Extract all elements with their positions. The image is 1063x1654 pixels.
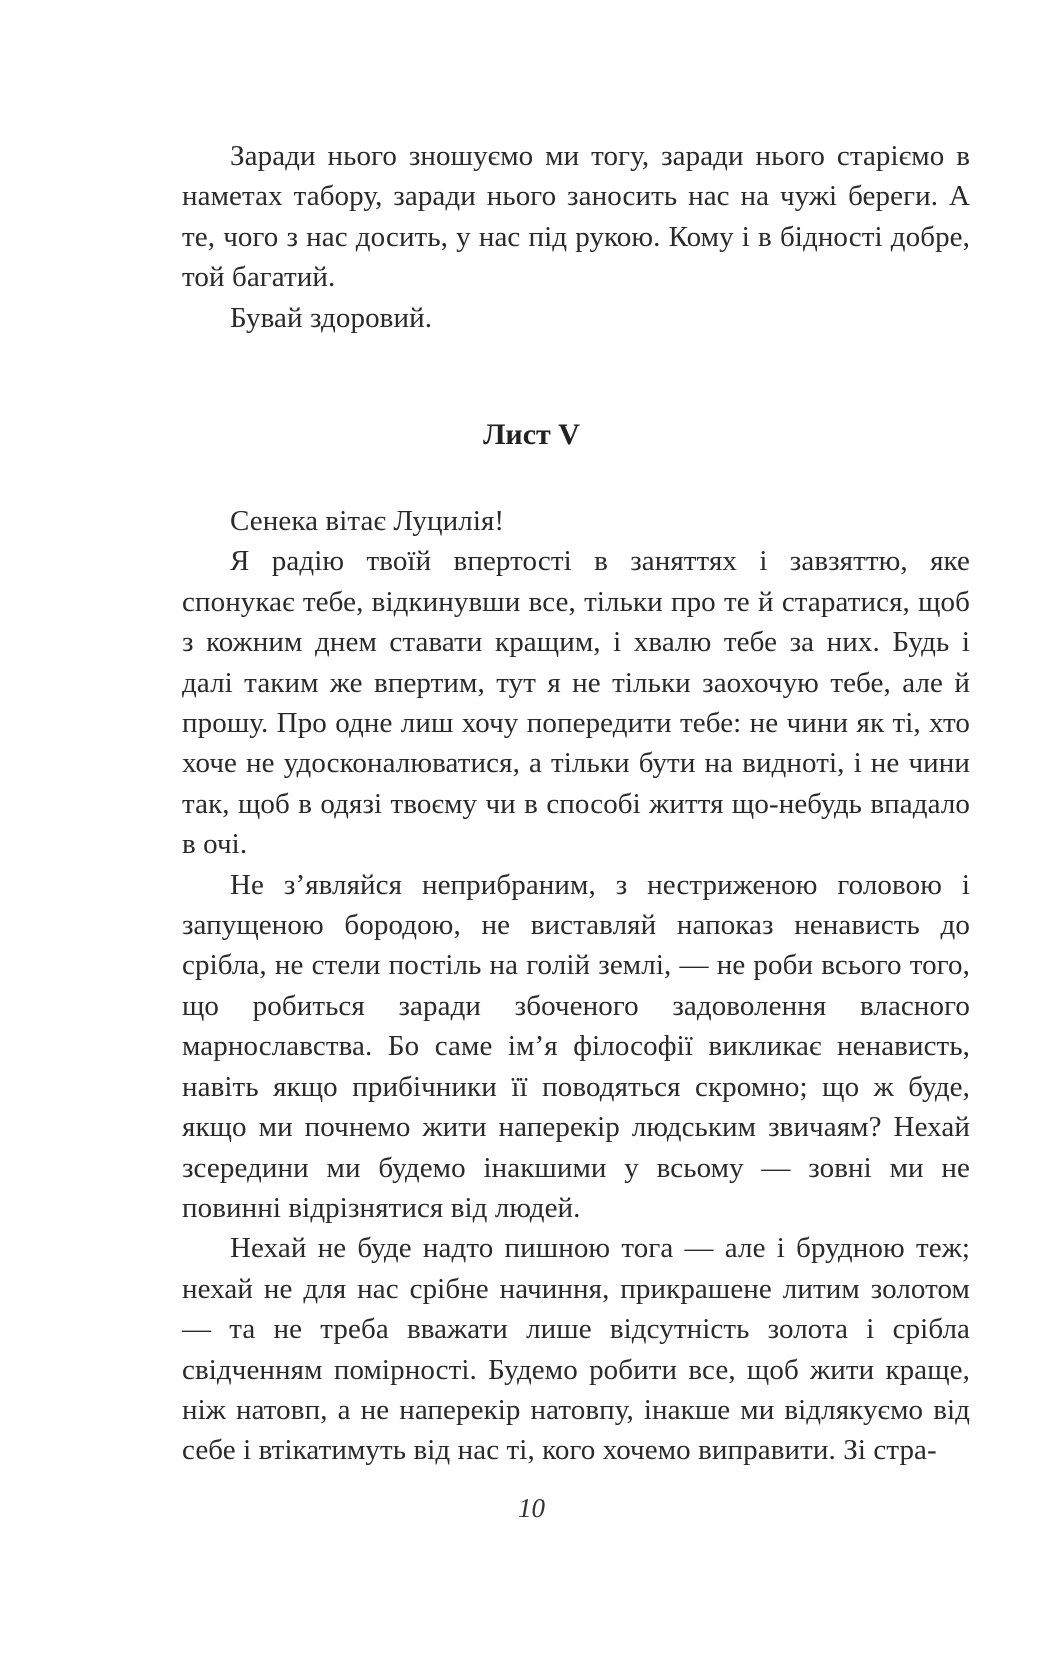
- paragraph: Нехай не буде надто пишною тога — але і брудною теж; нехай не для нас срібне начиння, прикрашене литим золотом — та не треба вважати лише відсутність золота і срібла свідченням помірності. Будемо робити все, щоб жити краще, ніж натовп, а не наперекір натовпу, інакше ми відлякуємо від себе і втікатимуть від нас ті, кого хочемо виправити. Зі стра-: [182, 1232, 970, 1467]
- paragraph: Заради нього зношуємо ми тогу, заради нього старіємо в наметах табору, заради нього заносить нас на чужі береги. А те, чого з нас досить, у нас під рукою. Кому і в бідності добре, той багатий.: [182, 140, 970, 294]
- paragraph: Я радію твоїй впертості в заняттях і завзяттю, яке спонукає тебе, відкинувши все, тільки про те й старатися, щоб з кожним днем ставати кращим, і хвалю тебе за них. Будь і далі таким же впертим, тут я не тільки заохочую тебе, але й прошу. Про одне лиш хочу попередити тебе: не чини як ті, хто хоче не удосконалюватися, а тільки бути на видноті, і не чини так, щоб в одязі твоєму чи в способі життя що-небудь впадало в очі.: [182, 545, 970, 861]
- page-number: 10: [518, 1493, 545, 1523]
- paragraph: Не з’являйся неприбраним, з нестриженою головою і запущеною бородою, не виставляй напоказ ненависть до срібла, не стели постіль на голій землі, — не роби всього того, що робиться заради збоченого задоволення власного марнославства. Бо саме ім’я філософії викликає ненависть, навіть якщо прибічники її поводяться скромно; що ж буде, якщо ми почнемо жити наперекір людським звичаям? Нехай зсередини ми будемо інакшими у всьому — зовні ми не повинні відрізнятися від людей.: [182, 868, 970, 1224]
- letter-heading: Лист V: [483, 418, 580, 451]
- letter-text-block: [182, 501, 970, 1471]
- greeting-paragraph: Сенека вітає Луцилія!: [230, 505, 505, 537]
- paragraph: Бувай здоровий.: [230, 301, 433, 334]
- top-text-block: [182, 136, 970, 338]
